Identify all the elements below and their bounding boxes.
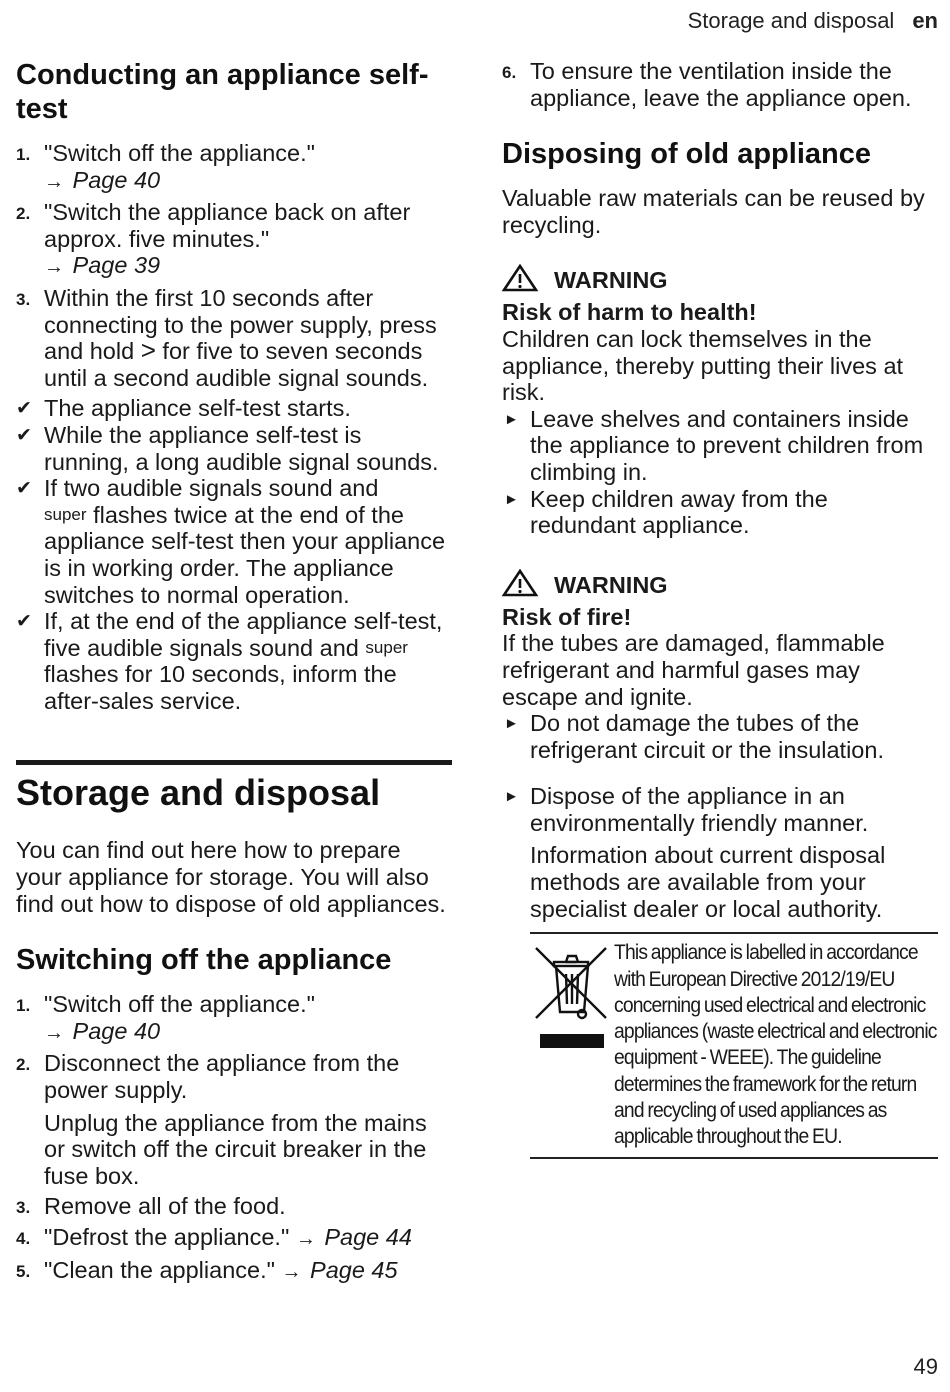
step-detail: Unplug the appliance from the mains or switch off the circuit breaker in the fuse box. <box>44 1109 427 1189</box>
page-reference: → Page 40 <box>44 1017 161 1044</box>
check-mark-icon: ✔ <box>16 424 32 446</box>
page-number: 49 <box>913 1354 938 1379</box>
switch-off-step: 6. To ensure the ventilation inside the appliance, leave the appliance open. <box>502 58 912 111</box>
warning-text: If the tubes are damaged, flammable refrigerant and harmful gases may escape and ignite. <box>502 630 885 710</box>
check-mark-icon: ✔ <box>16 398 32 420</box>
section-divider <box>16 760 452 917</box>
step-text: "Switch the appliance back on after approx. five minutes." <box>44 199 411 252</box>
result-item: ✔ If two audible signals sound and super flashes twice at the end of the appliance self-test then your appliance is in working order. The appliance switches to normal operation. <box>16 475 446 608</box>
self-test-results <box>16 395 452 714</box>
step-number: 5. <box>16 1261 31 1281</box>
crossed-out-wheelie-bin-icon <box>530 940 614 1150</box>
warning-heading: WARNING <box>502 264 938 299</box>
right-column <box>502 58 938 1159</box>
arrow-right-icon: → <box>44 256 64 279</box>
language-code: en <box>912 8 938 33</box>
warning-triangle-icon <box>502 569 538 604</box>
switch-off-step: 1. "Switch off the appliance." → Page 40 <box>16 991 315 1044</box>
weee-text: This appliance is labelled in accordance with European Directive 2012/19/EU concerning used electrical and electronic appliances (waste electrical and electronic equipment - WEEE). The guideline determines the framework for the return and recycling of used appliances as applicable throughout the EU. <box>614 941 937 1149</box>
triangle-bullet-icon: ► <box>504 410 519 428</box>
result-item: ✔ If, at the end of the appliance self-test, five audible signals sound and super flashes for 10 seconds, inform the after-sales service. <box>16 608 443 714</box>
page-reference: → Page 44 <box>295 1224 412 1250</box>
page-reference: → Page 40 <box>44 166 161 193</box>
triangle-bullet-icon: ► <box>504 490 519 508</box>
page-reference: → Page 45 <box>281 1256 398 1283</box>
action-item: ► Do not damage the tubes of the refrigerant circuit or the insulation. <box>504 710 884 763</box>
warning-actions <box>502 406 938 539</box>
self-test-step <box>16 140 452 195</box>
step-number: 2. <box>16 204 31 224</box>
step-number: 1. <box>16 145 31 164</box>
self-test-heading: Conducting an appliance self-test <box>16 59 429 125</box>
switch-off-step: 3. Remove all of the food. <box>16 1193 452 1220</box>
left-column <box>16 58 452 1289</box>
warning-actions <box>502 710 938 763</box>
disposing-heading: Disposing of old appliance <box>502 138 871 171</box>
arrow-right-icon: → <box>295 1228 316 1250</box>
step-text: "Switch off the appliance." <box>44 140 315 166</box>
check-mark-icon: ✔ <box>16 478 32 500</box>
running-head <box>688 8 938 34</box>
switching-off-steps <box>16 991 452 1285</box>
weee-notice <box>530 932 938 1158</box>
arrow-right-icon: → <box>44 170 64 193</box>
page-reference: → Page 39 <box>44 252 161 279</box>
super-display-symbol: super <box>365 637 408 657</box>
switch-off-step: 5. "Clean the appliance." → Page 45 <box>16 1257 452 1286</box>
step-number: 3. <box>16 289 31 309</box>
switch-off-step: 2. Disconnect the appliance from the power supply. Unplug the appliance from the mains or switch off the circuit breaker in the fuse box. <box>16 1050 452 1189</box>
warning-text: Children can lock themselves in the appliance, thereby putting their lives at risk. <box>502 325 904 406</box>
storage-intro: You can find out here how to prepare your appliance for storage. You will also find out how to dispose of old appliances. <box>16 837 446 917</box>
storage-heading: Storage and disposal <box>16 772 381 814</box>
arrow-right-icon: → <box>44 1021 64 1044</box>
result-item: ✔ While the appliance self-test is running, a long audible signal sounds. <box>16 421 439 475</box>
switching-off-heading: Switching off the appliance <box>16 944 392 977</box>
step-number: 4. <box>16 1229 31 1248</box>
warning-heading: WARNING <box>502 569 938 604</box>
action-item: ► Keep children away from the redundant appliance. <box>504 485 828 539</box>
action-item: ► Dispose of the appliance in an environmentally friendly manner. Information about current disposal methods are available from your specialist dealer or local authority. <box>502 783 938 922</box>
check-mark-icon: ✔ <box>16 611 32 633</box>
warning-triangle-icon <box>502 264 538 299</box>
step-number: 2. <box>16 1055 31 1075</box>
super-display-symbol: super <box>44 504 87 524</box>
disposing-intro: Valuable raw materials can be reused by recycling. <box>502 185 925 238</box>
warning-risk: Risk of fire! <box>502 603 632 630</box>
dispose-actions <box>502 783 938 922</box>
result-item: ✔ The appliance self-test starts. <box>16 395 351 422</box>
triangle-bullet-icon: ► <box>504 715 519 733</box>
chevron-right-key-icon: > <box>140 335 156 366</box>
running-head-section: Storage and disposal <box>687 8 895 33</box>
step-number: 1. <box>16 996 31 1016</box>
warning-risk: Risk of harm to health! <box>502 299 757 326</box>
step-text-after: for five to seven seconds until a second audible signal sounds. <box>44 338 429 391</box>
warning-block <box>502 264 938 538</box>
step-number: 3. <box>16 1198 31 1218</box>
triangle-bullet-icon: ► <box>504 788 519 806</box>
self-test-step <box>16 199 452 281</box>
warning-block <box>502 569 938 764</box>
self-test-steps <box>16 140 452 391</box>
self-test-step <box>16 285 452 391</box>
arrow-right-icon: → <box>281 1260 302 1283</box>
action-item: ► Leave shelves and containers inside the appliance to prevent children from climbing in. <box>504 405 924 485</box>
dispose-info: Information about current disposal methods are available from your specialist dealer or local authority. <box>530 842 886 922</box>
switch-off-step: 4. "Defrost the appliance." → Page 44 <box>16 1224 452 1253</box>
step-number: 6. <box>502 63 517 82</box>
switching-off-steps-continued <box>502 58 938 111</box>
step-text-before: Within the first 10 seconds after connecting to the power supply, press and hold <box>44 284 437 365</box>
